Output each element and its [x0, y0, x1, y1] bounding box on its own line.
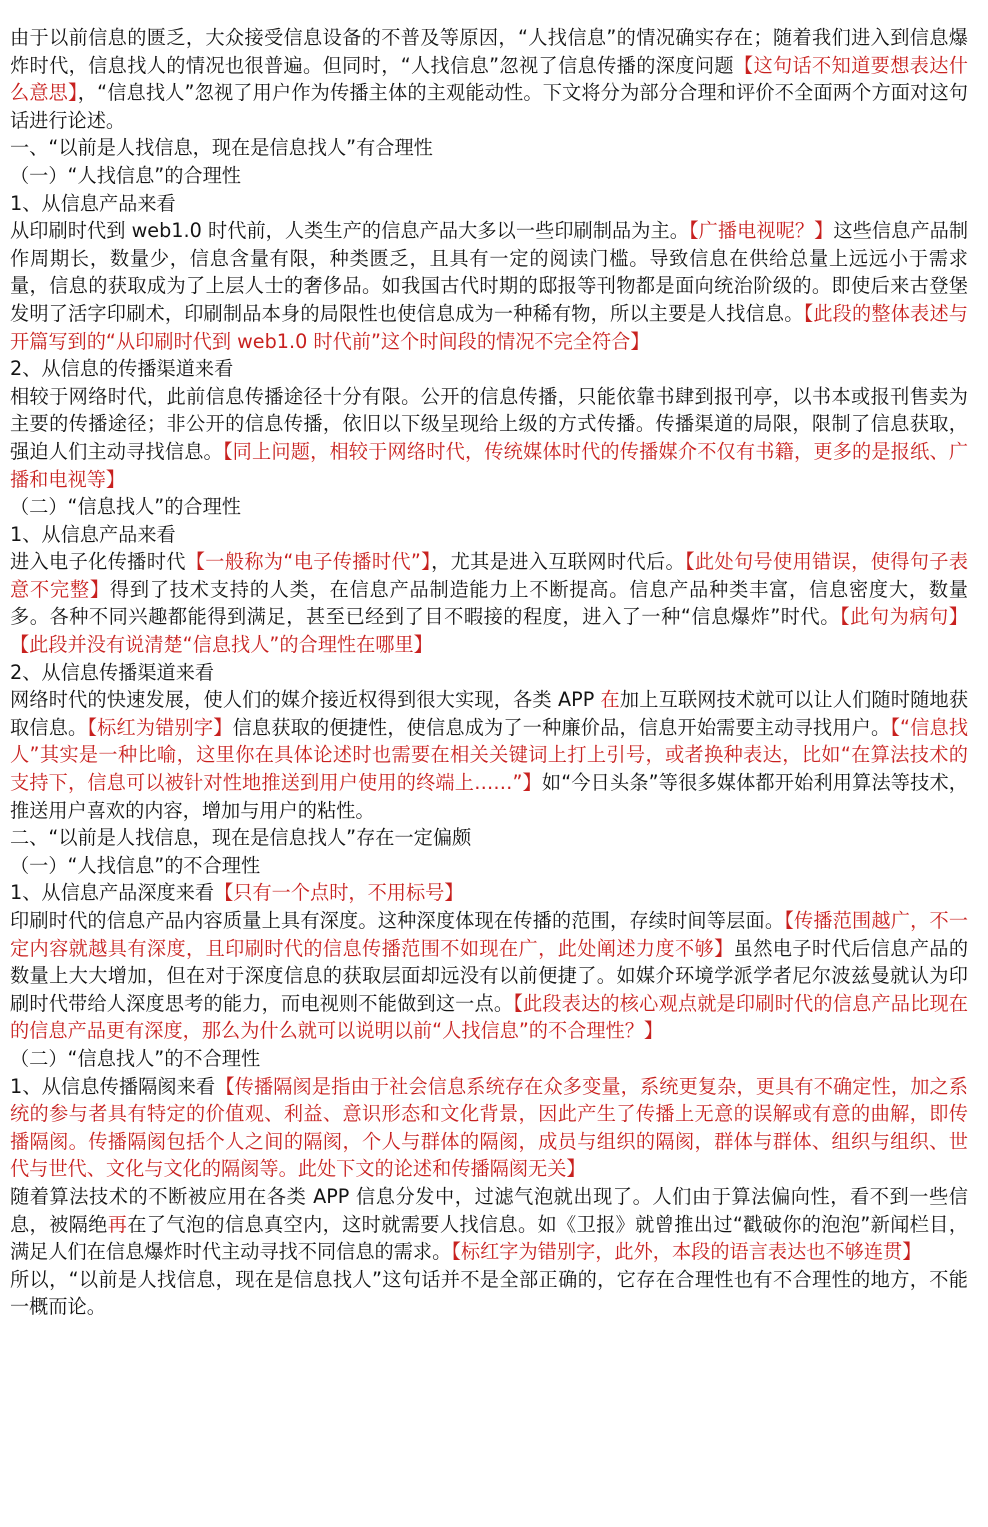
section-heading [10, 852, 968, 880]
reviewer-comment: 【此段表达的核心观点就是印刷时代的信息产品比现在的信息产品更有深度，那么为什么就可以说明以前“人找信息”的不合理性？】 [10, 991, 969, 1043]
body-paragraph [10, 1073, 968, 1183]
reviewer-comment: 【传播范围越广，不一定内容就越具有深度，且印刷时代的信息传播范围不如现在广，此处阐述力度不够】 [10, 909, 969, 960]
section-heading [10, 162, 968, 190]
reviewer-comment: 【此段的整体表述与开篇写到的“从印刷时代到 web1.0 时代前”这个时间段的情况不完全符合】 [10, 301, 968, 353]
essay-text: 这些信息产品制作周期长，数量少，信息含量有限，种类匮乏，且具有一定的阅读门槛。导致信息在供给总量上远远小于需求量，信息的获取成为了上层人士的奢侈品。如我国古代时期的邸报等刊物都是面向统治阶级的。即使后来古登堡发明了活字印刷术，印刷制品本身的局限性也使信息成为一种稀有物，所以主要是人找信息。 [10, 219, 969, 325]
essay-text: 加上互联网技术就可以让人们随时随地获取信息。 [10, 688, 969, 739]
essay-text: 1、从信息产品深度来看 [10, 881, 215, 905]
section-heading [10, 879, 968, 907]
reviewer-comment: 【广播电视呢？】 [689, 219, 834, 243]
section-heading [10, 659, 968, 687]
essay-text: （二）“信息找人”的不合理性 [10, 1046, 261, 1070]
section-heading [10, 190, 968, 218]
body-paragraph [10, 548, 968, 658]
reviewer-comment: 【“信息找人”其实是一种比喻，这里你在具体论述时也需要在相关关键词上打上引号，或者换种表达，比如“在算法技术的支持下，信息可以被针对性地推送到用户使用的终端上……”】 [10, 715, 969, 795]
body-paragraph [10, 24, 968, 134]
essay-text: （一）“人找信息”的合理性 [10, 163, 241, 187]
reviewer-comment: 【此处句号使用错误，使得句子表意不完整】 [10, 550, 969, 601]
essay-text: ，尤其是进入互联网时代后。 [431, 550, 685, 574]
essay-text: 1、从信息产品来看 [10, 522, 176, 546]
annotated-essay [10, 24, 968, 1321]
reviewer-comment: 【同上问题，相较于网络时代，传统媒体时代的传播媒介不仅有书籍，更多的是报纸、广播和电视等】 [10, 439, 969, 491]
section-heading [10, 134, 968, 162]
section-heading [10, 521, 968, 549]
essay-text: 二、“以前是人找信息，现在是信息找人”存在一定偏颇 [10, 826, 472, 850]
essay-text: 随着算法技术的不断被应用在各类 APP 信息分发中，过滤气泡就出现了。人们由于算法偏向性，看不到一些信息，被隔绝 [10, 1184, 968, 1236]
essay-text: 虽然电子时代后信息产品的数量上大大增加，但在对于深度信息的获取层面却远没有以前便捷了。如媒介环境学派学者尼尔波兹曼就认为印刷时代带给人深度思考的能力，而电视则不能做到这一点。 [10, 936, 969, 1015]
essay-text: 得到了技术支持的人类，在信息产品制造能力上不断提高。信息产品种类丰富，信息密度大，数量多。各种不同兴趣都能得到满足，甚至已经到了目不暇接的程度，进入了一种“信息爆炸”时代。 [10, 577, 968, 629]
section-heading [10, 355, 968, 383]
essay-text: 相较于网络时代，此前信息传播途径十分有限。公开的信息传播，只能依靠书肆到报刊亭，以书本或报刊售卖为主要的传播途径；非公开的信息传播，依旧以下级呈现给上级的方式传播。传播渠道的局限，限制了信息获取，强迫人们主动寻找信息。 [10, 384, 968, 463]
reviewer-comment: 【这句话不知道要想表达什么意思】 [10, 53, 968, 105]
essay-text: ，“信息找人”忽视了用户作为传播主体的主观能动性。下文将分为部分合理和评价不全面两个方面对这句话进行论述。 [10, 81, 968, 132]
essay-text: 信息获取的便捷性，使信息成为了一种廉价品，信息开始需要主动寻找用户。 [232, 715, 891, 739]
essay-text: 网络时代的快速发展，使人们的媒介接近权得到很大实现，各类 APP [10, 688, 601, 712]
essay-text: 进入电子化传播时代 [10, 550, 186, 574]
essay-text: 1、从信息传播隔阂来看 [10, 1074, 216, 1098]
essay-text: 在了气泡的信息真空内，这时就需要人找信息。如《卫报》就曾推出过“戳破你的泡泡”新闻栏目，满足人们在信息爆炸时代主动寻找不同信息的需求。 [10, 1212, 969, 1264]
essay-text: 所以，“以前是人找信息，现在是信息找人”这句话并不是全部正确的，它存在合理性也有不合理性的地方，不能一概而论。 [10, 1267, 968, 1319]
reviewer-comment: 【标红为错别字】 [87, 715, 233, 739]
reviewer-comment: 【只有一个点时，不用标号】 [214, 881, 464, 905]
body-paragraph [10, 383, 968, 493]
essay-text: 1、从信息产品来看 [10, 191, 176, 215]
reviewer-comment: 【此句为病句】【此段并没有说清楚“信息找人”的合理性在哪里】 [10, 605, 968, 657]
essay-text: 如“今日头条”等很多媒体都开始利用算法等技术，推送用户喜欢的内容，增加与用户的粘性。 [10, 771, 968, 822]
essay-text: 印刷时代的信息产品内容质量上具有深度。这种深度体现在传播的范围，存续时间等层面。 [10, 909, 785, 932]
reviewer-comment: 在 [600, 688, 620, 712]
reviewer-comment: 再 [107, 1212, 128, 1236]
body-paragraph [10, 1266, 968, 1321]
reviewer-comment: 【传播隔阂是指由于社会信息系统存在众多变量，系统更复杂，更具有不确定性，加之系统的参与者具有特定的价值观、利益、意识形态和文化背景，因此产生了传播上无意的误解或有意的曲解，即传播隔阂。传播隔阂包括个人之间的隔阂，个人与群体的隔阂，成员与组织的隔阂，群体与群体、组织与组织、世代与世代、文化与文化的隔阂等。此处下文的论述和传播隔阂无关】 [10, 1074, 968, 1181]
body-paragraph [10, 217, 968, 355]
essay-text: 从印刷时代到 web1.0 时代前，人类生产的信息产品大多以一些印刷制品为主。 [10, 219, 690, 243]
essay-text: 由于以前信息的匮乏，大众接受信息设备的不普及等原因，“人找信息”的情况确实存在；随着我们进入到信息爆炸时代，信息找人的情况也很普遍。但同时，“人找信息”忽视了信息传播的深度问题 [10, 26, 968, 77]
essay-text: 2、从信息的传播渠道来看 [10, 357, 234, 381]
essay-text: 一、“以前是人找信息，现在是信息找人”有合理性 [10, 136, 433, 160]
body-paragraph [10, 686, 968, 824]
essay-text: （一）“人找信息”的不合理性 [10, 853, 261, 877]
body-paragraph [10, 907, 968, 1045]
essay-text: 2、从信息传播渠道来看 [10, 660, 215, 684]
essay-text: （二）“信息找人”的合理性 [10, 495, 241, 519]
section-heading [10, 493, 968, 521]
section-heading [10, 1045, 968, 1073]
reviewer-comment: 【一般称为“电子传播时代”】 [185, 550, 432, 574]
body-paragraph [10, 1183, 968, 1266]
reviewer-comment: 【标红字为错别字，此外，本段的语言表达也不够连贯】 [451, 1240, 922, 1264]
section-heading [10, 824, 968, 852]
